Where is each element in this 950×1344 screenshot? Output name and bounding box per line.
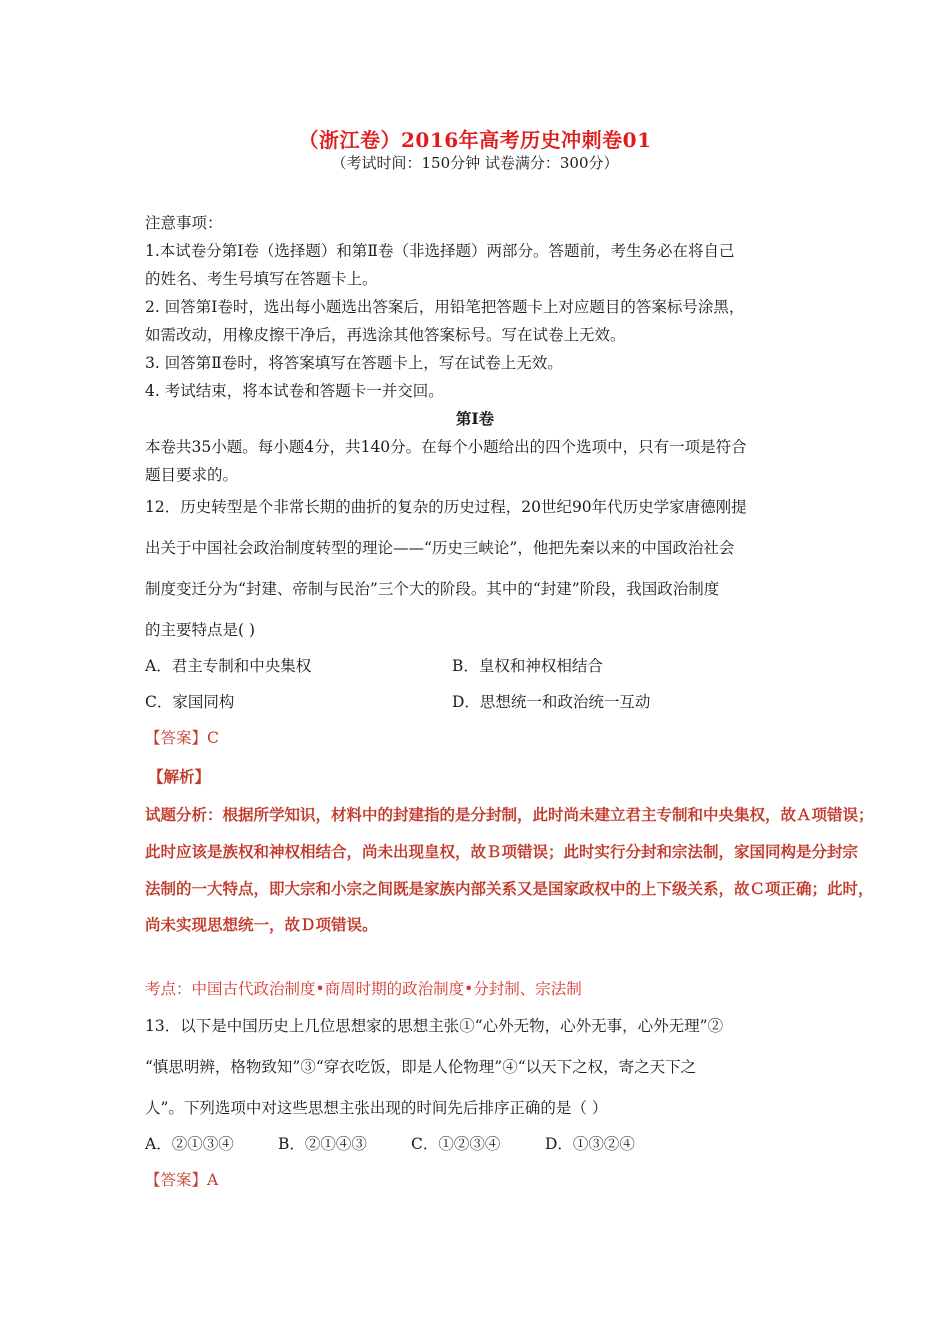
notice-heading: 注意事项： [145,214,223,232]
section-intro-line: 本卷共35小题。每小题4分，共140分。在每个小题给出的四个选项中，只有一项是符合 [145,438,747,456]
q12-option-d: D．思想统一和政治统一互动 [452,693,651,711]
notice-line: 1.本试卷分第Ⅰ卷（选择题）和第Ⅱ卷（非选择题）两部分。答题前，考生务必在将自己 [145,242,735,260]
answer-value: A [207,1171,219,1189]
q12-answer [145,728,219,748]
q12-analysis-line: 法制的一大特点，即大宗和小宗之间既是家族内部关系又是国家政权中的上下级关系，故Ｃ项正确；此时， [145,879,874,898]
notice-line: 的姓名、考生号填写在答题卡上。 [145,270,378,288]
notice-line: 2. 回答第Ⅰ卷时，选出每小题选出答案后，用铅笔把答题卡上对应题目的答案标号涂黑， [145,298,745,316]
notice-line: 如需改动，用橡皮擦干净后，再选涂其他答案标号。写在试卷上无效。 [145,326,626,344]
section-heading: 第Ⅰ卷 [455,409,495,428]
q13-stem-line: “慎思明辨，格物致知”③“穿衣吃饭，即是人伦物理”④“以天下之权，寄之天下之 [145,1058,697,1076]
notice-line: 4. 考试结束，将本试卷和答题卡一并交回。 [145,382,444,400]
q13-option-d: D．①③②④ [545,1135,635,1153]
section-intro-line: 题目要求的。 [145,466,239,484]
q12-option-a: A．君主专制和中央集权 [145,657,312,675]
q13-answer [145,1170,218,1190]
q12-kaodian: 考点：中国古代政治制度•商周时期的政治制度•分封制、宗法制 [145,980,582,998]
q12-option-b: B．皇权和神权相结合 [452,657,603,675]
q12-option-c: C．家国同构 [145,693,235,711]
q12-stem-line: 的主要特点是( ) [145,621,256,639]
notice-line: 3. 回答第Ⅱ卷时，将答案填写在答题卡上，写在试卷上无效。 [145,354,563,372]
q13-option-a: A．②①③④ [145,1135,234,1153]
q13-stem-line: 13．以下是中国历史上几位思想家的思想主张①“心外无物，心外无事，心外无理”② [145,1017,724,1035]
q13-option-c: C．①②③④ [411,1135,501,1153]
answer-value: C [207,729,219,747]
q12-analysis-line: 尚未实现思想统一，故Ｄ项错误。 [145,915,378,934]
exam-subtitle: （考试时间：150分钟 试卷满分：300分） [331,154,619,172]
q13-stem-line: 人”。下列选项中对这些思想主张出现的时间先后排序正确的是（ ） [145,1099,608,1117]
q12-analysis-label: 【解析】 [148,767,211,786]
q12-analysis-line: 试题分析：根据所学知识，材料中的封建指的是分封制，此时尚未建立君主专制和中央集权，故Ａ项错误； [145,805,874,824]
q13-option-b: B．②①④③ [278,1135,367,1153]
exam-title: （浙江卷）2016年高考历史冲刺卷01 [298,128,652,152]
q12-stem-line: 出关于中国社会政治制度转型的理论——“历史三峡论”，他把先秦以来的中国政治社会 [145,539,735,557]
answer-label: 【答案】 [145,1171,208,1189]
answer-label: 【答案】 [145,729,208,747]
q12-analysis-line: 此时应该是族权和神权相结合，尚未出现皇权，故Ｂ项错误；此时实行分封和宗法制，家国同构是分封宗 [145,842,859,861]
q12-stem-line: 制度变迁分为“封建、帝制与民治”三个大的阶段。其中的“封建”阶段，我国政治制度 [145,580,720,598]
q12-stem-line: 12．历史转型是个非常长期的曲折的复杂的历史过程，20世纪90年代历史学家唐德刚提 [145,498,747,516]
